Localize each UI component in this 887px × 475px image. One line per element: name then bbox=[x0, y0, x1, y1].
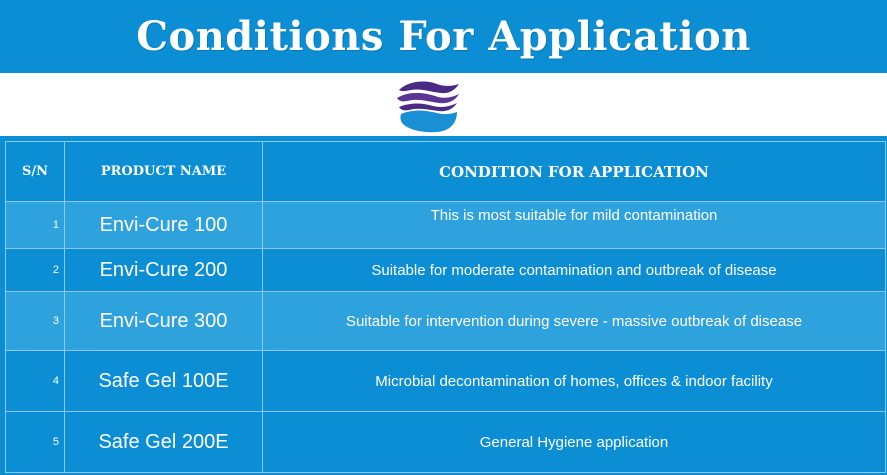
conditions-table bbox=[5, 141, 886, 473]
condition-cell: Suitable for moderate contamination and outbreak of disease bbox=[263, 249, 886, 292]
sn-cell: 2 bbox=[6, 249, 65, 292]
conditions-table-wrapper bbox=[0, 136, 887, 475]
sn-cell: 4 bbox=[6, 351, 65, 412]
product-column-header: PRODUCT NAME bbox=[65, 142, 263, 202]
sn-column-header: S/N bbox=[6, 142, 65, 202]
sn-cell: 5 bbox=[6, 412, 65, 473]
page-title: Conditions For Application bbox=[136, 13, 751, 60]
product-cell: Envi-Cure 200 bbox=[65, 249, 263, 292]
condition-column-header: CONDITION FOR APPLICATION bbox=[263, 142, 886, 202]
condition-cell: General Hygiene application bbox=[263, 412, 886, 473]
product-cell: Safe Gel 200E bbox=[65, 412, 263, 473]
table-row bbox=[6, 202, 886, 249]
logo-strip bbox=[0, 73, 887, 136]
table-header-row bbox=[6, 142, 886, 202]
condition-cell: This is most suitable for mild contamination bbox=[263, 202, 886, 249]
condition-cell: Suitable for intervention during severe - massive outbreak of disease bbox=[263, 292, 886, 351]
table-row bbox=[6, 412, 886, 473]
table-row bbox=[6, 292, 886, 351]
title-banner bbox=[0, 0, 887, 73]
condition-cell: Microbial decontamination of homes, offices & indoor facility bbox=[263, 351, 886, 412]
table-row bbox=[6, 351, 886, 412]
product-cell: Safe Gel 100E bbox=[65, 351, 263, 412]
sn-cell: 1 bbox=[6, 202, 65, 249]
table-row bbox=[6, 249, 886, 292]
product-cell: Envi-Cure 100 bbox=[65, 202, 263, 249]
wave-cloud-logo-icon bbox=[393, 76, 463, 134]
sn-cell: 3 bbox=[6, 292, 65, 351]
product-cell: Envi-Cure 300 bbox=[65, 292, 263, 351]
